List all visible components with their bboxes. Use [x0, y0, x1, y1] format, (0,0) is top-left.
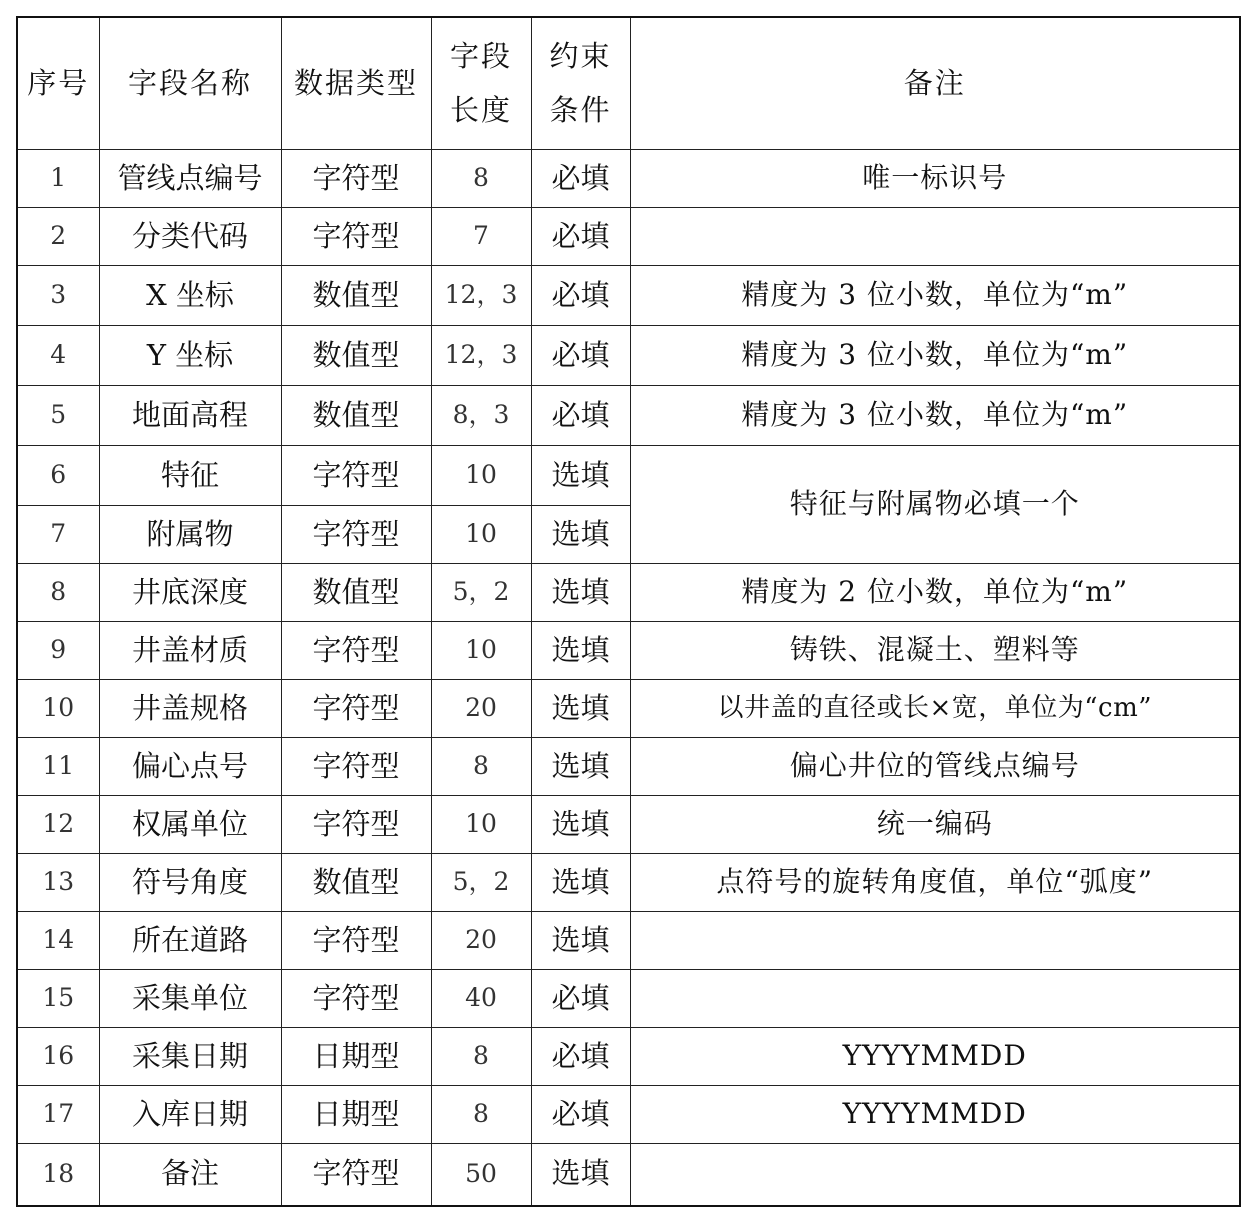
cell-type: 字符型	[281, 738, 431, 796]
cell-name: 分类代码	[99, 208, 281, 266]
cell-name: 备注	[99, 1144, 281, 1206]
cell-constraint: 必填	[531, 386, 630, 446]
cell-seq: 10	[17, 680, 99, 738]
table-row	[17, 854, 1240, 912]
header-row	[17, 17, 1240, 150]
cell-remark	[630, 1144, 1240, 1206]
table-row	[17, 266, 1240, 326]
cell-name: 井盖规格	[99, 680, 281, 738]
cell-name: 管线点编号	[99, 150, 281, 208]
cell-length: 12，3	[431, 326, 531, 386]
cell-constraint: 必填	[531, 208, 630, 266]
cell-length: 10	[431, 446, 531, 506]
table-row	[17, 738, 1240, 796]
cell-constraint: 选填	[531, 564, 630, 622]
cell-remark: 偏心井位的管线点编号	[630, 738, 1240, 796]
cell-length: 10	[431, 622, 531, 680]
cell-constraint: 必填	[531, 1086, 630, 1144]
cell-constraint: 选填	[531, 506, 630, 564]
cell-constraint: 必填	[531, 1028, 630, 1086]
cell-remark-merged: 特征与附属物必填一个	[630, 446, 1240, 564]
cell-name: 井底深度	[99, 564, 281, 622]
field-definition-table	[16, 16, 1241, 1207]
cell-name: 入库日期	[99, 1086, 281, 1144]
cell-remark: 精度为 2 位小数，单位为“m”	[630, 564, 1240, 622]
cell-type: 字符型	[281, 1144, 431, 1206]
cell-length: 5，2	[431, 564, 531, 622]
cell-name: 偏心点号	[99, 738, 281, 796]
header-name: 字段名称	[99, 17, 281, 150]
cell-remark: 铸铁、混凝土、塑料等	[630, 622, 1240, 680]
cell-type: 数值型	[281, 266, 431, 326]
cell-seq: 17	[17, 1086, 99, 1144]
cell-constraint: 必填	[531, 266, 630, 326]
table-row	[17, 386, 1240, 446]
cell-length: 8，3	[431, 386, 531, 446]
cell-remark	[630, 970, 1240, 1028]
cell-seq: 4	[17, 326, 99, 386]
cell-name: 特征	[99, 446, 281, 506]
cell-type: 字符型	[281, 150, 431, 208]
cell-constraint: 选填	[531, 854, 630, 912]
cell-remark: 唯一标识号	[630, 150, 1240, 208]
header-constraint-line2: 条件	[549, 92, 612, 127]
cell-length: 10	[431, 506, 531, 564]
cell-remark: 精度为 3 位小数，单位为“m”	[630, 326, 1240, 386]
header-type: 数据类型	[281, 17, 431, 150]
cell-remark	[630, 208, 1240, 266]
cell-name: 附属物	[99, 506, 281, 564]
cell-length: 10	[431, 796, 531, 854]
table-row	[17, 912, 1240, 970]
cell-remark: 精度为 3 位小数，单位为“m”	[630, 386, 1240, 446]
table-row	[17, 208, 1240, 266]
table-row	[17, 564, 1240, 622]
cell-length: 12，3	[431, 266, 531, 326]
cell-remark	[630, 912, 1240, 970]
cell-type: 日期型	[281, 1028, 431, 1086]
cell-seq: 12	[17, 796, 99, 854]
cell-type: 数值型	[281, 564, 431, 622]
cell-name: 符号角度	[99, 854, 281, 912]
cell-length: 20	[431, 912, 531, 970]
cell-type: 字符型	[281, 446, 431, 506]
header-constraint-line1: 约束	[549, 38, 612, 73]
header-remark: 备注	[630, 17, 1240, 150]
cell-name: 井盖材质	[99, 622, 281, 680]
cell-length: 8	[431, 1086, 531, 1144]
table-row	[17, 150, 1240, 208]
cell-constraint: 选填	[531, 1144, 630, 1206]
cell-type: 字符型	[281, 912, 431, 970]
cell-type: 数值型	[281, 854, 431, 912]
cell-length: 8	[431, 150, 531, 208]
cell-remark: YYYYMMDD	[630, 1028, 1240, 1086]
cell-remark: 点符号的旋转角度值，单位“弧度”	[630, 854, 1240, 912]
cell-name: 权属单位	[99, 796, 281, 854]
cell-seq: 1	[17, 150, 99, 208]
cell-length: 7	[431, 208, 531, 266]
cell-constraint: 选填	[531, 446, 630, 506]
cell-length: 5，2	[431, 854, 531, 912]
cell-length: 20	[431, 680, 531, 738]
cell-constraint: 选填	[531, 912, 630, 970]
cell-constraint: 选填	[531, 738, 630, 796]
cell-seq: 18	[17, 1144, 99, 1206]
cell-constraint: 选填	[531, 622, 630, 680]
cell-remark: 精度为 3 位小数，单位为“m”	[630, 266, 1240, 326]
cell-constraint: 必填	[531, 970, 630, 1028]
header-seq: 序号	[17, 17, 99, 150]
cell-type: 字符型	[281, 208, 431, 266]
table-row	[17, 1086, 1240, 1144]
cell-type: 字符型	[281, 506, 431, 564]
cell-seq: 7	[17, 506, 99, 564]
header-length	[431, 17, 531, 150]
table-row	[17, 796, 1240, 854]
cell-seq: 16	[17, 1028, 99, 1086]
cell-seq: 2	[17, 208, 99, 266]
cell-constraint: 必填	[531, 150, 630, 208]
cell-remark: 统一编码	[630, 796, 1240, 854]
cell-name: Y 坐标	[99, 326, 281, 386]
cell-type: 数值型	[281, 386, 431, 446]
cell-constraint: 选填	[531, 796, 630, 854]
cell-name: 采集日期	[99, 1028, 281, 1086]
cell-constraint: 选填	[531, 680, 630, 738]
cell-type: 字符型	[281, 622, 431, 680]
cell-name: X 坐标	[99, 266, 281, 326]
cell-seq: 15	[17, 970, 99, 1028]
cell-remark: YYYYMMDD	[630, 1086, 1240, 1144]
cell-seq: 5	[17, 386, 99, 446]
table-row	[17, 970, 1240, 1028]
cell-length: 8	[431, 738, 531, 796]
cell-type: 日期型	[281, 1086, 431, 1144]
cell-type: 字符型	[281, 796, 431, 854]
cell-seq: 11	[17, 738, 99, 796]
cell-type: 字符型	[281, 970, 431, 1028]
cell-constraint: 必填	[531, 326, 630, 386]
cell-name: 采集单位	[99, 970, 281, 1028]
cell-seq: 8	[17, 564, 99, 622]
cell-seq: 14	[17, 912, 99, 970]
cell-seq: 13	[17, 854, 99, 912]
cell-seq: 3	[17, 266, 99, 326]
header-constraint	[531, 17, 630, 150]
table-row	[17, 1144, 1240, 1206]
cell-type: 字符型	[281, 680, 431, 738]
cell-length: 8	[431, 1028, 531, 1086]
cell-name: 地面高程	[99, 386, 281, 446]
table-row	[17, 1028, 1240, 1086]
header-length-line2: 长度	[449, 92, 512, 127]
table-row	[17, 446, 1240, 506]
cell-type: 数值型	[281, 326, 431, 386]
table-row	[17, 680, 1240, 738]
cell-seq: 6	[17, 446, 99, 506]
table-row	[17, 622, 1240, 680]
header-length-line1: 字段	[449, 38, 512, 73]
cell-name: 所在道路	[99, 912, 281, 970]
table-row	[17, 326, 1240, 386]
cell-length: 40	[431, 970, 531, 1028]
cell-length: 50	[431, 1144, 531, 1206]
cell-remark: 以井盖的直径或长×宽，单位为“cm”	[630, 680, 1240, 738]
cell-seq: 9	[17, 622, 99, 680]
